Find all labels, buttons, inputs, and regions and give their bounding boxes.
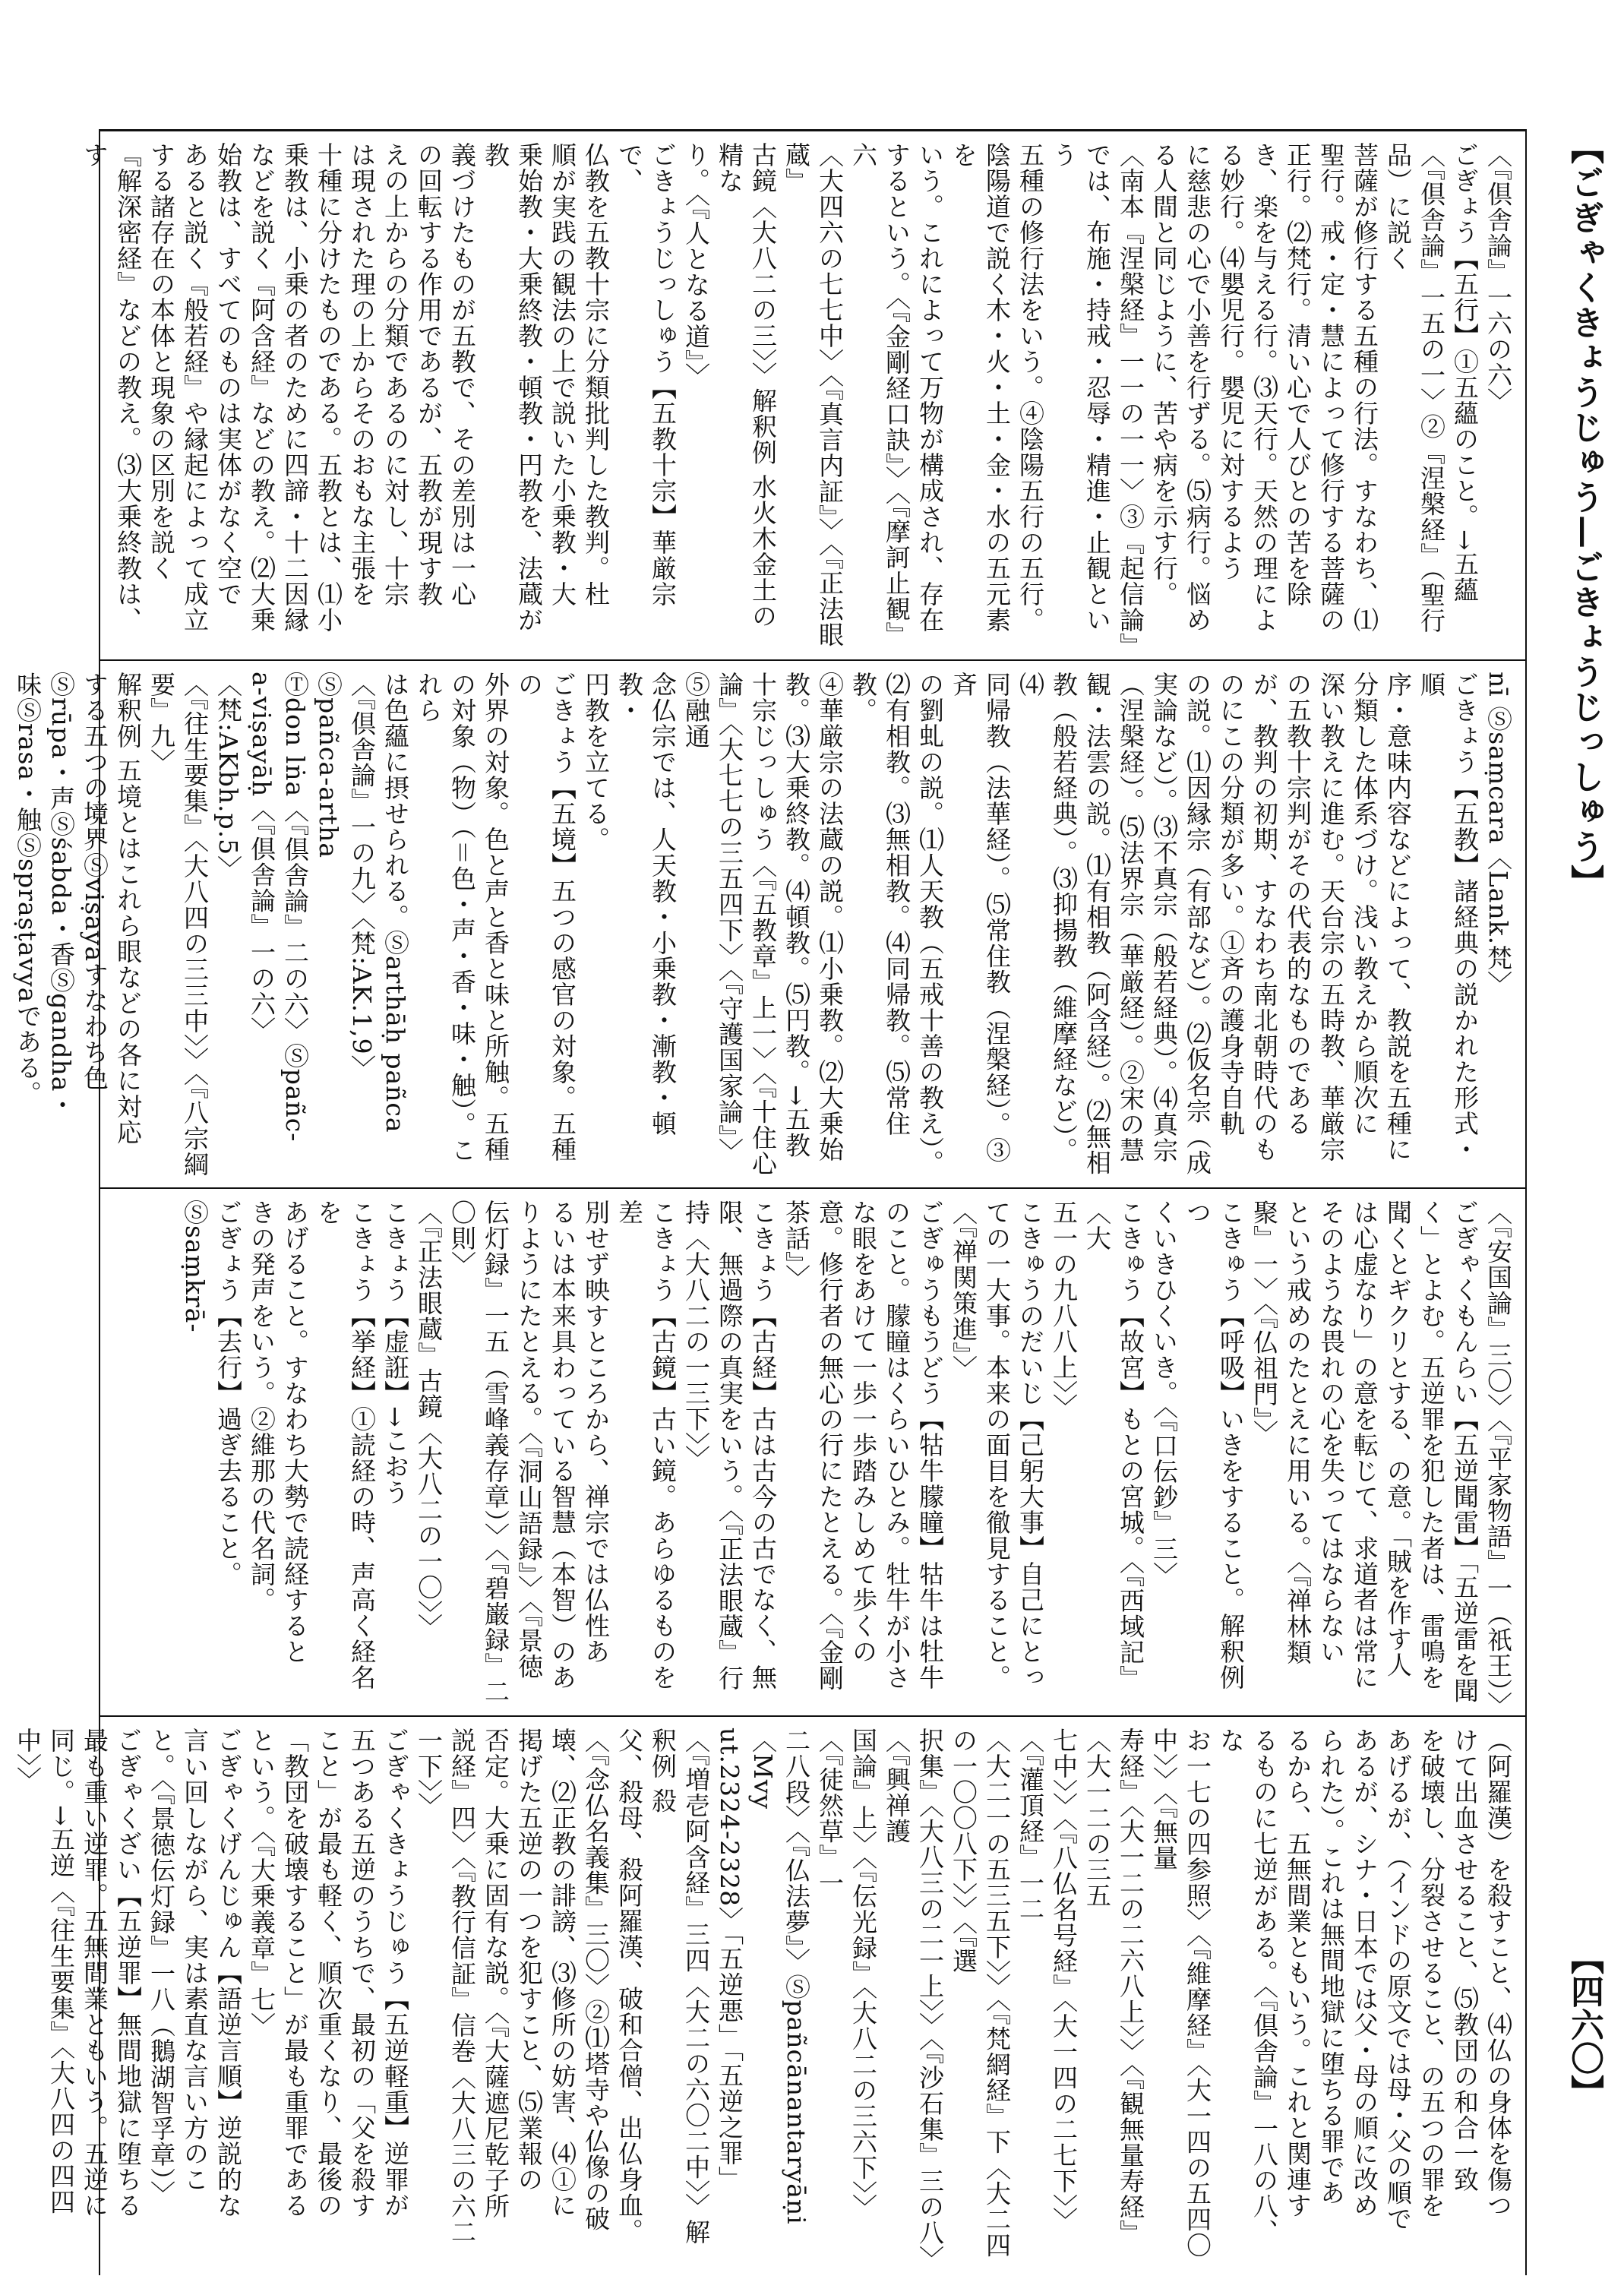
text-line: が、教判の初期、すなわち南北朝時代のも [1250,672,1279,1162]
text-line: こきゅう【呼吸】いきをすること。解釈例 つ [1183,1200,1246,1690]
text-line: 〈『往生要集』〈大八四の三三中〉〉〈『八宗綱要』九〉 [147,672,210,1178]
text-line: き、楽を与える行。⑶天行。天然の理によ [1250,142,1279,633]
text-line: る妙行。⑷嬰児行。嬰児に対するよう [1216,142,1246,581]
text-line: 父、殺母、殺阿羅漢、破和合僧、出仏身血。 [615,1728,644,2244]
text-line: 十種に分けたものである。五教とは、⑴小 [314,142,343,633]
text-line: りようにたとえる。〈『洞山語録』〉〈『景徳 [514,1200,544,1680]
text-line: 分類した体系づけ。浅い教えから順次に [1350,672,1379,1136]
text-line: 説経』四〉〈『教行信証』信巻〈大八三の六二一下〉〉 [414,1728,477,2245]
text-line: する五つの境界Ⓢviṣayaすなわち色 [80,672,109,1092]
text-line: の劉虬の説。⑴人天教（五戒十善の教え）。 [915,672,945,1176]
text-line: ごぎょう【去行】過ぎ去ること。Ⓢsaṃkrā- [180,1200,243,1587]
text-line: 〈大四六の七七中〉〈『真言内証』〉〈『正法眼蔵』 [782,142,845,648]
text-line: ごきょう【五境】五つの感官の対象。五種の [514,672,577,1162]
text-line: こきゅう【故宮】もとの宮城。〈『西域記』〈大 [1082,1200,1145,1691]
text-line: の説。⑴因縁宗（有部など）。⑵仮名宗（成 [1183,672,1212,1176]
text-line: あると説く『般若経』や縁起によって成立 [180,142,210,633]
text-line: 仏教を五教十宗に分類批判した教判。杜 [581,142,611,607]
text-line: 持〈大八二の一三下〉〉 [681,1200,711,1471]
text-line: 陰陽道で説く木・火・土・金・水の五元素を [949,142,1012,633]
text-line: 深い教えに進む。天台宗の五時教、華厳宗 [1316,672,1346,1162]
text-line: ごぎゃくきょうじゅう【五逆軽重】逆罪が [381,1728,410,2218]
text-line: こきょう【古鏡】古い鏡。あらゆるものを差 [615,1200,678,1690]
text-line: るから、五無間業ともいう。これと関連す [1283,1728,1313,2218]
text-line: 論』〈大七七の三五四下〉〈『守護国家論』〉⑤融通 [681,672,744,1164]
text-line: 始教は、すべてのものは実体がなく空で [213,142,243,607]
text-line: の五教十宗判がその代表的なものである [1283,672,1313,1136]
text-line: 十宗じっしゅう〈『五教章』上一〉〈『十住心 [748,672,778,1177]
text-line: 実論など）。⑶不真宗（般若経典）。⑷真宗 [1149,672,1179,1163]
page-number: 【四六〇】 [1565,1941,1603,2108]
text-line: では、布施・持戒・忍辱・精進・止観という [1049,142,1112,633]
text-line: 古鏡〈大八二の三〉〉解釈例 水火木金土の精な [715,142,778,629]
tier-3 [100,1187,1525,1717]
text-line: 伝灯録』一五（雪峰義存章）〉〈『碧巌録』二〇則〉 [447,1200,510,1705]
text-line: 味Ⓢrasa・触Ⓢspraṣṭavyaである。 [13,672,43,1107]
text-line: 茶話』〉 [782,1200,811,1291]
text-line: Ⓢrūpa・声Ⓢśabda・香Ⓢgandha・ [46,672,76,1118]
text-line: 順が実践の観法の上で説いた小乗教・大 [548,142,577,607]
text-line: あげること。すなわち大勢で読経すると [280,1200,310,1664]
text-line: るものに七逆がある。〈『倶舎論』一八の八、な [1216,1728,1279,2245]
text-line: 五種の修行法をいう。④陰陽五行の五行。 [1016,142,1045,633]
text-line: こきゅうのだいじ【己躬大事】自己にとっ [1016,1200,1045,1690]
tier-3-text [111,1200,1515,1718]
tier-1-text [80,142,1515,659]
text-line: り。〈『人となる道』〉 [681,142,711,389]
text-line: 〈『倶舎論』一の九〉〈梵:AK.1,9〉Ⓢpañca-artha [314,672,377,1081]
text-line: 教（般若経典）。⑶抑揚教（維摩経など）。⑷ [1016,672,1079,1163]
text-line: 円教を立てる。 [581,672,611,852]
text-line: こきょう【古経】古は古今の古でなく、無 [748,1200,778,1690]
text-line: るいは本来具わっている智慧（本智）のあ [548,1200,577,1690]
text-line: 観・法雲の説。⑴有相教（阿含経）。⑵無相 [1082,672,1112,1176]
text-line: 〈南本『涅槃経』一一の一一〉③『起信論』 [1116,142,1145,659]
text-line: ての一大事。本来の面目を徹見すること。 [982,1200,1012,1690]
text-line: 言い回しながら、実は素直な言い方のこ [180,1728,210,2192]
text-line: 『解深密経』などの教え。⑶大乗終教は、す [80,142,143,633]
text-line: 壊、⑵正教の誹謗、⑶修所の妨害、⑷①に [548,1728,577,2218]
text-line: な眼をあけて一歩一歩踏みしめて歩くの [848,1200,878,1664]
text-line: と。〈『景徳伝灯録』一八（鵝湖智孚章）〉 [147,1728,176,2207]
tier-2 [13,659,1525,1189]
text-line: は心虚なり」の意を転じて、求道者は常に [1350,1200,1379,1690]
text-line: 同じ。→五逆〈『往生要集』〈大八四の四四中〉〉 [13,1728,76,2215]
text-line: けて出血させること、⑸教団の和合一致 [1450,1728,1480,2192]
text-line: 〈大二一の五三五下〉〉〈『梵網経』下〈大二四の一〇〇八下〉〉〈『選 [949,1728,1012,2259]
text-line: 〈『増壱阿含経』三四〈大二の六〇二中〉〉解釈例 殺 [648,1728,711,2245]
text-line: に慈悲の心で小善を行ずる。⑸病行。悩め [1183,142,1212,633]
text-line: 寿経』〈大一二の二六八上〉〉〈『観無量寿経』〈大一二の三五 [1082,1728,1145,2246]
text-line: のにこの分類が多い。①斉の護身寺自軌 [1216,672,1246,1136]
text-line: 五一の九八八上〉〉 [1049,1200,1079,1420]
text-line: こきょう【虚誑】→こおう [381,1200,410,1506]
text-line: 外界の対象。色と声と香と味と所触。五種 [481,672,510,1162]
tier-1 [80,131,1525,659]
text-line: は現された理の上からそのおもな主張を [347,142,377,607]
running-head: 【ごぎゃくきょうじゅう—ごきょうじっしゅう】 [1565,131,1603,899]
text-line: 二八段〉〈『仏法夢』〉Ⓢpañcānantaryāṇi〈Mvy [748,1728,811,2225]
text-line: するという。〈『金剛経口訣』〉〈『摩訶止観』六 [848,142,912,648]
text-line: 択集』〈大八三の二一上〉〉〈『沙石集』三の八〉〈『興禅護 [882,1728,945,2259]
text-line: ④華厳宗の法蔵の説。⑴小乗教。⑵大乗始 [815,672,845,1162]
tier-4-text [13,1728,1515,2267]
text-line: いう。これによって万物が構成され、存在 [915,142,945,633]
text-line: を破壊し、分裂させること、の五つの罪を [1417,1728,1446,2218]
text-line: あるが、シナ・日本では父・母の順に改め [1350,1728,1379,2218]
text-line: a-viṣayāḥ〈『倶舎論』一の六〉〈梵:AKbh.p.5〉 [213,672,276,1043]
text-line: 同帰教（法華経）。⑸常住教（涅槃経）。③斉 [949,672,1012,1163]
text-line: こと」が最も軽く、順次重くなり、最後の [314,1728,343,2218]
text-line: あげるが、（インドの原文では母・父の順で [1383,1728,1413,2232]
text-line: という戒めのたとえに用いる。〈『禅林類 [1283,1200,1313,1665]
text-line: 〈『倶舎論』一六の六〉 [1483,142,1513,414]
text-line: 「教団を破壊すること」が最も重罪である [280,1728,310,2218]
text-line: 菩薩が修行する五種の行法。すなわち、⑴ [1350,142,1379,633]
text-line: ut.2324-2328〉「五逆悪」「五逆之罪」 [715,1728,744,2192]
text-line: 序・意味内容などによって、教説を五種に [1383,672,1413,1162]
text-line: ごぎょう【五行】①五蘊のこと。→五蘊 [1450,142,1480,603]
text-frame [13,129,1527,2275]
text-line: ごきょうじっしゅう【五教十宗】華厳宗で、 [615,142,678,607]
text-line: きの発声をいう。②維那の代名詞。 [247,1200,276,1613]
text-line: Ⓣdon lṅa〈『倶舎論』二の六〉Ⓢpañc- [280,672,310,1143]
text-line: そのような畏れの心を失ってはならない [1316,1200,1346,1664]
text-line: 教。⑶大乗終教。⑷頓教。⑸円教。→五教 [782,672,811,1159]
text-line: こきょう【挙経】①読経の時、声高く経名を [314,1200,377,1690]
text-line: 最も重い逆罪。五無間業ともいう。五逆に [80,1728,109,2218]
text-line: する諸存在の本体と現象の区別を説く [147,142,176,581]
text-line: の対象（物）（＝色・声・香・味・触）。これら [414,672,477,1163]
text-line: 正行。⑵梵行。清い心で人びとの苦を除 [1283,142,1313,607]
text-line: という。〈『大乗義章』七〉 [247,1728,276,2038]
text-line: ごぎゃくざい【五逆罪】無間地獄に堕ちる [113,1728,143,2218]
text-line: 〈『念仏名義集』三〇〉②⑴塔寺や仏像の破 [581,1728,611,2232]
text-line: ごぎゃくげんじゅん【語逆言順】逆説的な [213,1728,243,2218]
text-line: 五つある五逆のうちで、最初の「父を殺す [347,1728,377,2218]
text-line: 国論』上〉〈『伝光録』〈大八二の三六下〉〉〈『徒然草』一 [815,1728,878,2220]
text-line: えの上からの分類であるのに対し、十宗 [381,142,410,607]
tier-4 [13,1715,1525,2276]
text-line: ごぎゃくもんらい【五逆聞雷】「五逆雷を聞 [1450,1200,1480,1704]
text-line: ごぎゅうもうどう【牯牛朦瞳】牯牛は牡牛 [915,1200,945,1690]
text-line: 〈『倶舎論』一五の一〉②『涅槃経』（聖行品）に説く [1383,142,1446,634]
text-line: 掲げた五逆の一つを犯すこと、⑸業報の [514,1728,544,2192]
text-line: 〈『正法眼蔵』古鏡〈大八二の一〇〉〉 [414,1200,444,1639]
text-line: くいきひくいき。〈『口伝鈔』三〉 [1149,1200,1179,1588]
text-line: 義づけたものが五教で、その差別は一心 [447,142,477,607]
text-line: のこと。朦瞳はくらいひとみ。牡牛が小さ [882,1200,912,1690]
text-line: 意。修行者の無心の行にたとえる。〈『金剛 [815,1200,845,1691]
text-line: ごきょう【五教】諸経典の説かれた形式・順 [1417,672,1480,1162]
text-line: 聞くとギクリとする、の意。「賊を作す人 [1383,1200,1413,1678]
text-line: く」とよむ。五逆罪を犯した者は、雷鳴を [1417,1200,1446,1690]
text-line: （阿羅漢）を殺すこと、⑷仏の身体を傷つ [1483,1728,1513,2218]
tier-2-text [13,672,1515,1180]
text-line: られた）。これは無間地獄に堕ちる罪であ [1316,1728,1346,2206]
text-line: 乗教は、小乗の者のために四諦・十二因縁 [280,142,310,633]
text-line: 別せず映すところから、禅宗では仏性あ [581,1200,611,1664]
text-line: 否定。大乗に固有な説。〈『大薩遮尼乾子所 [481,1728,510,2219]
text-line: 七中〉〉〈『八仏名号経』〈大一四の二七下〉〉〈『灌頂経』一二 [1016,1728,1079,2233]
text-line: 聖行。戒・定・慧によって修行する菩薩の [1316,142,1346,633]
text-line: （涅槃経）。⑸法界宗（華厳経）。②宋の慧 [1116,672,1145,1163]
text-line: 〈『禅関策進』〉 [949,1200,978,1381]
text-line: る人間と同じように、苦や病を示す行。 [1149,142,1179,607]
text-line: 乗始教・大乗終教・頓教・円教を、法蔵が教 [481,142,544,633]
text-line: nī Ⓢsaṃcara〈Lank.梵〉 [1483,672,1513,997]
text-line: お一七の四参照〉〈『維摩経』〈大一四の五四〇中〉〉〈『無量 [1149,1728,1212,2259]
text-line: などを説く『阿含経』などの教え。⑵大乗 [247,142,276,633]
text-line: 解釈例 五境とはこれら眼などの各に対応 [113,672,143,1146]
text-line: の回転する作用であるが、五教が現す教 [414,142,444,607]
text-line: 聚』一〉〈『仏祖門』〉 [1250,1200,1279,1446]
text-line: 限、無過際の真実をいう。〈『正法眼蔵』行 [715,1200,744,1691]
text-line: 〈『安国論』三〇〉〈『平家物語』一（祇王）〉 [1483,1200,1513,1718]
text-line: ⑵有相教。⑶無相教。⑷同帰教。⑸常住教。 [848,672,912,1136]
text-line: 念仏宗では、人天教・小乗教・漸教・頓教・ [615,672,678,1136]
text-line: は色蘊に摂せられる。Ⓢarthāḥ pañca [381,672,410,1133]
